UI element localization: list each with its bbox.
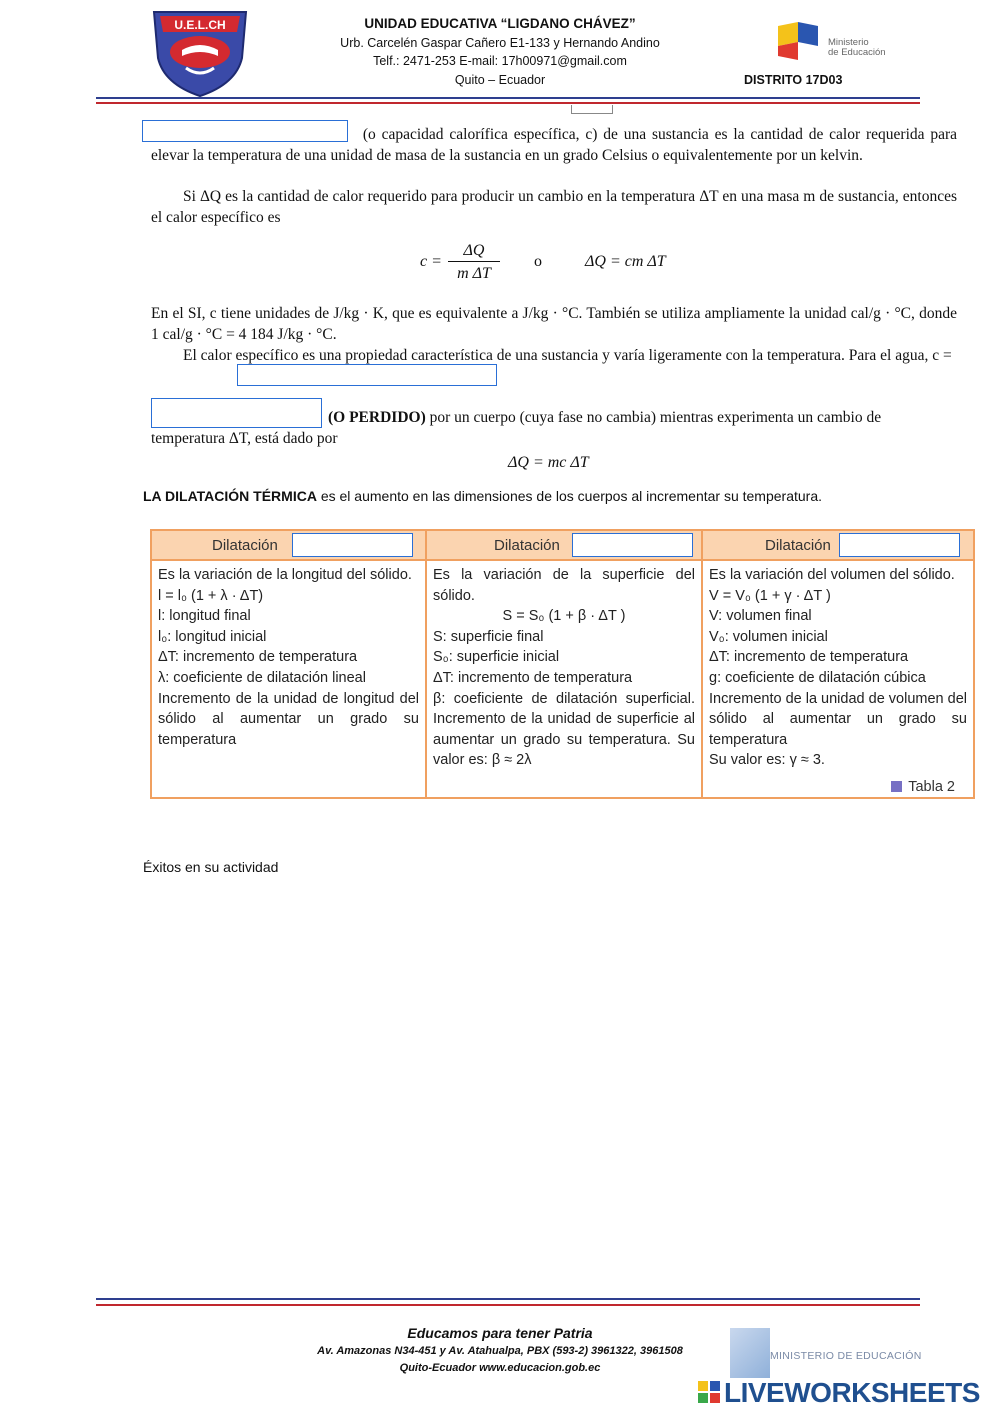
table-line: l = l₀ (1 + λ · ΔT) — [158, 587, 264, 604]
table-line: V = V₀ (1 + γ · ΔT ) — [709, 587, 831, 604]
footer-rule-blue — [96, 1298, 920, 1300]
table-line: ΔT: incremento de temperatura — [709, 649, 909, 666]
education-ministry-banner — [730, 1328, 930, 1378]
column-header-volume — [703, 531, 973, 561]
answer-input-dilation-surface[interactable] — [572, 533, 693, 557]
lost-rest: por un cuerpo (cuya fase no cambia) mientras experimenta un cambio de — [425, 409, 882, 426]
table-line: l₀: longitud inicial — [158, 628, 267, 645]
column-header-label: Dilatación — [765, 537, 831, 554]
paragraph-delta-q: Si ΔQ es la cantidad de calor requerido para producir un cambio en la temperatura ΔT en una masa m de sustancia, entonces el calor específico es — [151, 188, 957, 226]
ministry-flag-icon — [776, 20, 820, 64]
answer-input-dilation-volume[interactable] — [839, 533, 960, 557]
table-line: Es la variación de la longitud del sólido. — [158, 567, 412, 583]
thermal-dilation-definition: es el aumento en las dimensiones de los cuerpos al incrementar su temperatura. — [316, 488, 822, 504]
footer-slogan: Educamos para tener Patria — [407, 1325, 593, 1341]
equation-numerator: ΔQ — [448, 241, 500, 262]
table-line: l: longitud final — [158, 608, 251, 625]
caption-square-icon — [891, 781, 902, 792]
answer-input-water-c[interactable] — [237, 364, 497, 386]
table-line: λ: coeficiente de dilatación lineal — [158, 669, 366, 686]
closing-message: Éxitos en su actividad — [143, 859, 279, 875]
table-line: ΔT: incremento de temperatura — [433, 669, 633, 686]
header-rule-red — [96, 102, 920, 104]
ministry-logo-line2: de Educación — [828, 47, 886, 58]
table-line: S₀: superficie inicial — [433, 649, 560, 666]
answer-input-specific-heat[interactable] — [142, 120, 348, 142]
equation-delta-q: ΔQ = cm ΔT — [585, 253, 666, 270]
column-body-linear — [158, 565, 419, 750]
ministry-logo — [776, 20, 896, 64]
district-label: DISTRITO 17D03 — [744, 73, 843, 87]
answer-input-heat-absorbed[interactable] — [151, 398, 322, 428]
liveworksheets-icon — [698, 1381, 720, 1403]
table-line: Es la variación de la superficie del sólido. — [433, 567, 695, 604]
dilation-column-volume — [703, 531, 973, 797]
school-address: Urb. Carcelén Gaspar Cañero E1-133 y Hernando Andino — [340, 36, 660, 50]
table-line: Incremento de la unidad de volumen del sólido al aumentar un grado su temperatura — [709, 690, 967, 748]
paragraph-heat-absorbed-line1 — [328, 407, 958, 428]
ministry-logo-line1: Ministerio — [828, 37, 869, 48]
column-header-surface — [427, 531, 701, 561]
table-caption-text: Tabla 2 — [908, 779, 955, 795]
table-line: V: volumen final — [709, 608, 812, 625]
table-caption — [891, 779, 955, 795]
header-tab-mark — [571, 105, 613, 114]
column-header-linear — [152, 531, 425, 561]
paragraph-water: El calor específico es una propiedad característica de una sustancia y varía ligeramente con la temperatura. Para el agua, c = — [183, 347, 952, 364]
table-line: Su valor es: γ ≈ 3. — [709, 752, 825, 769]
table-line: g: coeficiente de dilatación cúbica — [709, 669, 926, 686]
school-city: Quito – Ecuador — [454, 73, 546, 87]
dilation-column-surface — [427, 531, 703, 797]
column-header-label: Dilatación — [212, 537, 278, 554]
table-line: ΔT: incremento de temperatura — [158, 649, 358, 666]
column-body-surface — [433, 565, 695, 771]
table-line: S: superficie final — [433, 628, 544, 645]
column-header-label: Dilatación — [494, 537, 560, 554]
dilation-column-linear — [152, 531, 427, 797]
equation-or: o — [534, 253, 542, 270]
header-rule-blue — [96, 97, 920, 99]
table-line: β: coeficiente de dilatación superficial. Incremento de la unidad de superficie al aumentar un grado su temperatura. Su valor es: β ≈ 2λ — [433, 690, 695, 769]
table-line: V₀: volumen inicial — [709, 628, 828, 645]
lost-bold: (O PERDIDO) — [328, 409, 426, 426]
footer-address: Av. Amazonas N34-451 y Av. Atahualpa, PBX (593-2) 3961322, 3961508 — [317, 1345, 683, 1357]
school-contact: Telf.: 2471-253 E-mail: 17h00971@gmail.com — [373, 54, 627, 68]
dilation-table — [150, 529, 975, 799]
specific-heat-definition: (o capacidad calorífica específica, c) de una sustancia es la cantidad de calor requerida para elevar la temperatura de una unidad de masa de la sustancia en un grado Celsius o equivalentemente por un kelvin. — [151, 126, 958, 164]
table-line: Incremento de la unidad de longitud del sólido al aumentar un grado su temperatura — [158, 690, 419, 748]
table-line: S = S₀ (1 + β · ΔT ) — [502, 608, 626, 625]
shield-text: U.E.L.CH — [174, 18, 226, 32]
equation-mc-delta-t: ΔQ = mc ΔT — [508, 454, 589, 471]
banner-text: MINISTERIO DE EDUCACIÓN — [770, 1350, 922, 1362]
banner-graphic — [730, 1328, 770, 1378]
paragraph-heat-absorbed-line2: temperatura ΔT, está dado por — [151, 430, 338, 447]
paragraph-si-units: En el SI, c tiene unidades de J/kg · K, que es equivalente a J/kg · °C. También se utiliza ampliamente la unidad cal/g · °C, donde 1 cal/g · °C = 4 184 J/kg · °C. — [151, 305, 957, 343]
thermal-dilation-term: LA DILATACIÓN TÉRMICA — [143, 488, 317, 504]
table-line: Es la variación del volumen del sólido. — [709, 567, 955, 583]
equation-c-left: c = — [420, 253, 442, 270]
liveworksheets-brand: LIVEWORKSHEETS — [724, 1377, 980, 1408]
paragraph-thermal-dilation — [143, 486, 855, 507]
footer-city-web: Quito-Ecuador www.educacion.gob.ec — [399, 1362, 601, 1374]
answer-input-dilation-linear[interactable] — [292, 533, 413, 557]
column-body-volume — [709, 565, 967, 771]
equation-denominator: m ΔT — [457, 265, 491, 282]
school-name: UNIDAD EDUCATIVA “LIGDANO CHÁVEZ” — [364, 16, 636, 31]
footer-rule-red — [96, 1304, 920, 1306]
